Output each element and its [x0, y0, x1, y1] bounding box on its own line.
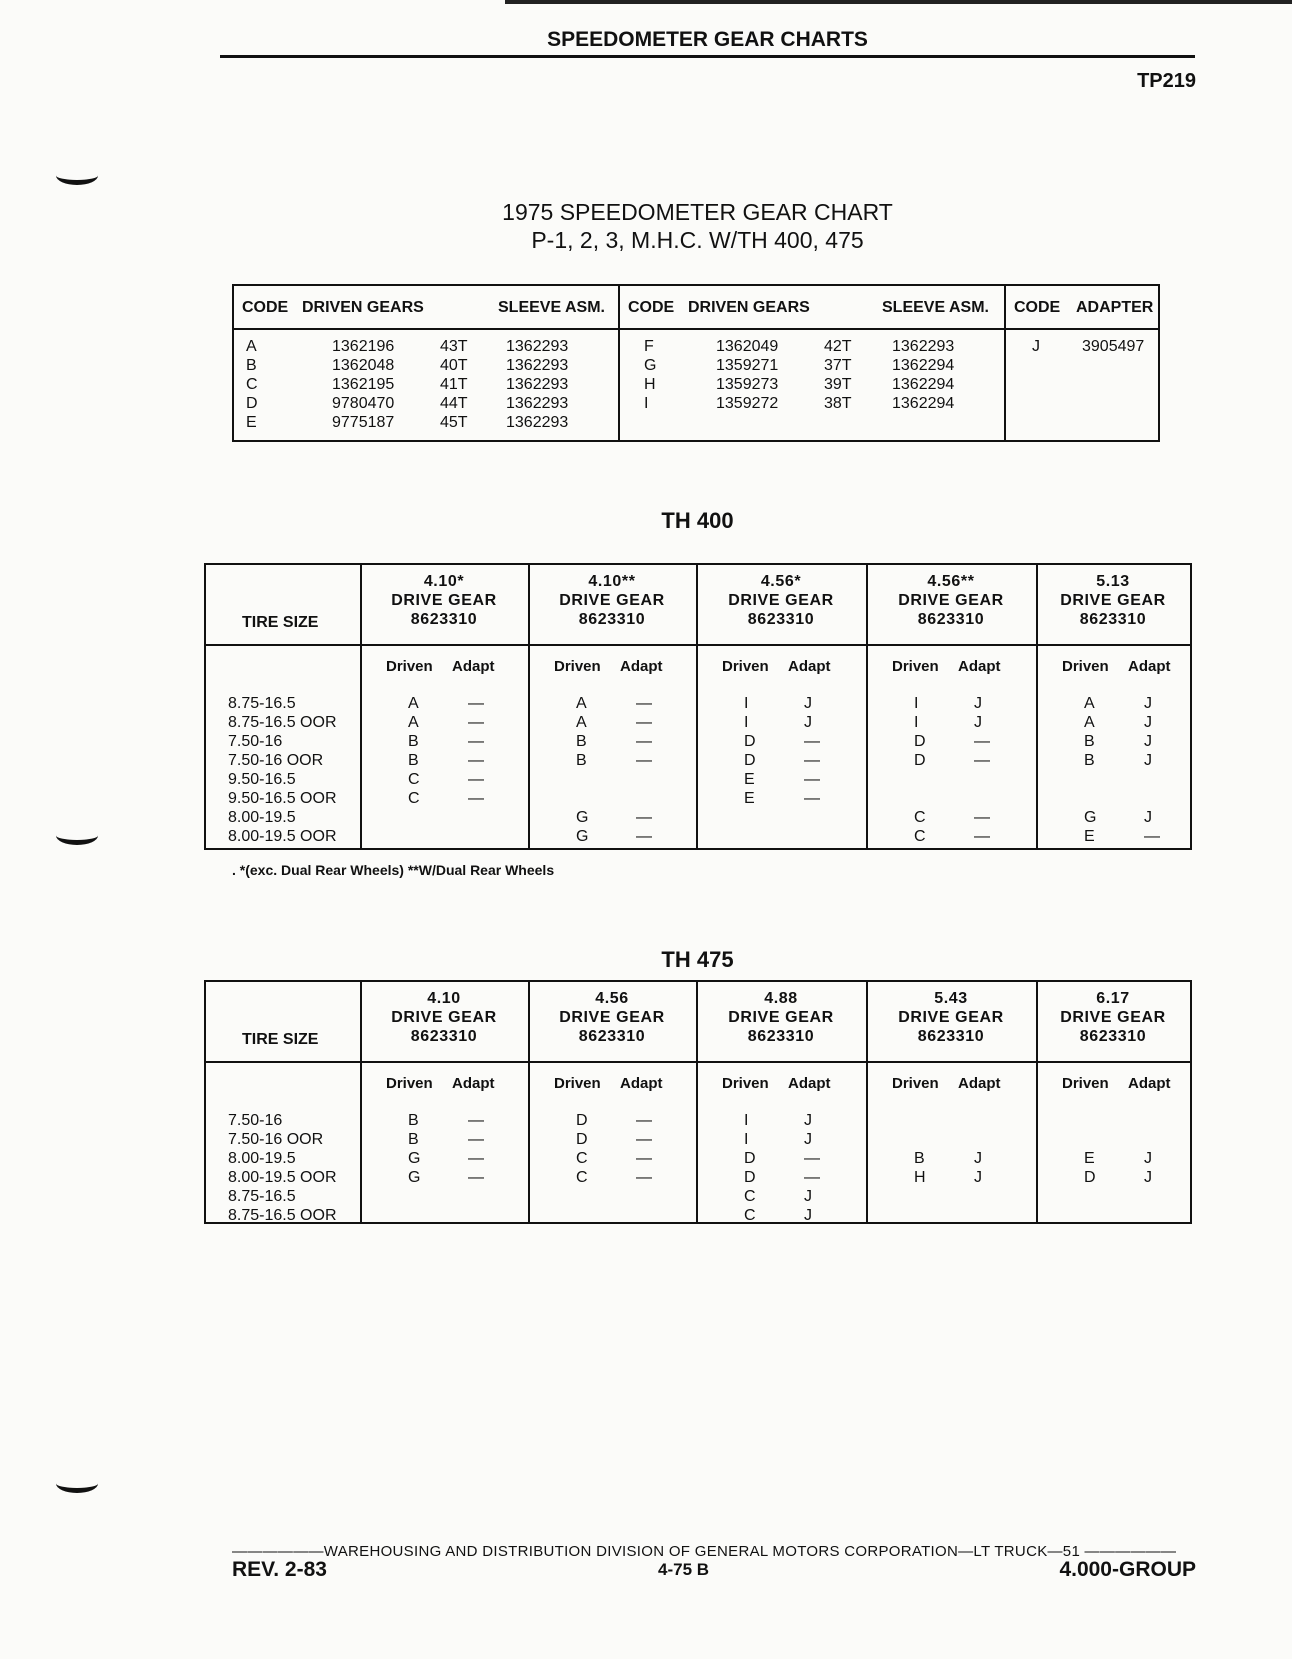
adapt-code: — — [468, 695, 484, 712]
adapter-code: J — [1032, 338, 1040, 355]
adapt-code: — — [974, 752, 990, 769]
header-rule — [206, 1061, 1190, 1063]
driven-code: C — [744, 1207, 756, 1224]
driven-code: I — [744, 714, 749, 731]
binder-hole-mark — [56, 166, 98, 185]
adapt-code: — — [804, 733, 820, 750]
adapt-code: — — [468, 733, 484, 750]
driven-code: E — [744, 771, 755, 788]
header-code: CODE — [242, 299, 289, 316]
driven-subheader: Driven — [554, 658, 601, 675]
driven-code: A — [408, 714, 419, 731]
adapt-code: — — [468, 790, 484, 807]
adapt-subheader: Adapt — [1128, 658, 1171, 675]
chart-title-line1: 1975 SPEEDOMETER GEAR CHART — [502, 199, 893, 225]
driven-gear-part: 9775187 — [332, 414, 395, 431]
footnote: . *(exc. Dual Rear Wheels) **W/Dual Rear Wheels — [232, 862, 555, 878]
drive-gear-ratio: 4.10 — [427, 990, 461, 1007]
drive-gear-part: 8623310 — [747, 1028, 815, 1045]
tire-size: 8.75-16.5 OOR — [228, 714, 337, 731]
adapt-code: — — [636, 733, 652, 750]
drive-gear-drive: DRIVE GEAR — [391, 1009, 497, 1026]
driven-code: G — [1084, 809, 1097, 826]
drive-gear-part: 8623310 — [1079, 1028, 1147, 1045]
adapt-code: J — [1144, 1150, 1152, 1167]
adapt-code: — — [636, 1150, 652, 1167]
drive-gear-ratio: 4.10* — [423, 573, 465, 590]
sleeve-part: 1362293 — [506, 414, 569, 431]
tire-size: 8.00-19.5 — [228, 1150, 296, 1167]
tire-size: 8.75-16.5 — [228, 1188, 296, 1205]
driven-code: E — [1084, 1150, 1095, 1167]
tire-size: 7.50-16 OOR — [228, 1131, 324, 1148]
adapt-subheader: Adapt — [452, 1075, 495, 1092]
driven-code: H — [914, 1169, 926, 1186]
adapt-code: — — [1144, 828, 1160, 845]
adapt-code: — — [636, 1169, 652, 1186]
gear-teeth: 45T — [440, 414, 468, 431]
driven-gear-part: 1359273 — [716, 376, 779, 393]
drive-gear-part: 8623310 — [917, 611, 985, 628]
driven-code: C — [744, 1188, 756, 1205]
adapt-code: J — [974, 1169, 982, 1186]
driven-code: I — [744, 1112, 749, 1129]
drive-gear-part: 8623310 — [1079, 611, 1147, 628]
driven-code: C — [914, 809, 926, 826]
header-sleeve: SLEEVE ASM. — [498, 299, 605, 316]
adapt-code: J — [804, 714, 812, 731]
tire-size: 7.50-16 — [228, 1112, 283, 1129]
adapt-code: — — [804, 771, 820, 788]
driven-code: D — [1084, 1169, 1096, 1186]
tire-size: 8.00-19.5 OOR — [228, 828, 337, 845]
adapt-code: — — [468, 1150, 484, 1167]
adapt-code: — — [804, 1169, 820, 1186]
adapt-code: — — [468, 714, 484, 731]
header-driven-gears: DRIVEN GEARS — [302, 299, 424, 316]
drive-gear-ratio: 5.43 — [934, 990, 968, 1007]
driven-subheader: Driven — [554, 1075, 601, 1092]
adapt-code: — — [804, 1150, 820, 1167]
driven-code: B — [408, 752, 419, 769]
drive-gear-part: 8623310 — [410, 611, 478, 628]
adapt-code: J — [974, 1150, 982, 1167]
page-code: TP219 — [1137, 70, 1196, 92]
sleeve-part: 1362293 — [506, 376, 569, 393]
adapt-code: — — [974, 733, 990, 750]
gear-code: C — [246, 376, 258, 393]
adapt-subheader: Adapt — [1128, 1075, 1171, 1092]
adapt-code: J — [1144, 695, 1152, 712]
adapt-code: — — [636, 752, 652, 769]
adapt-code: — — [636, 809, 652, 826]
drive-gear-ratio: 4.88 — [764, 990, 798, 1007]
tire-size: 8.75-16.5 — [228, 695, 296, 712]
drive-gear-ratio: 5.13 — [1096, 573, 1130, 590]
gear-code: A — [246, 338, 257, 355]
gear-code: H — [644, 376, 656, 393]
driven-gear-part: 1359272 — [716, 395, 779, 412]
code-table-header-rule — [234, 328, 1158, 330]
footer-page-number: 4-75 B — [658, 1560, 710, 1579]
th400-table — [204, 563, 1192, 850]
driven-code: D — [744, 733, 756, 750]
drive-gear-drive: DRIVE GEAR — [1060, 1009, 1166, 1026]
footer-division-line: ——————WAREHOUSING AND DISTRIBUTION DIVISION OF GENERAL MOTORS CORPORATION—LT TRUCK—51 —————— — [232, 1543, 1177, 1560]
adapt-code: J — [1144, 752, 1152, 769]
adapt-subheader: Adapt — [958, 1075, 1001, 1092]
adapt-code: J — [1144, 733, 1152, 750]
driven-code: D — [914, 752, 926, 769]
adapt-code: — — [974, 828, 990, 845]
gear-teeth: 43T — [440, 338, 468, 355]
driven-subheader: Driven — [722, 1075, 769, 1092]
driven-code: G — [576, 828, 589, 845]
binder-hole-mark — [56, 1474, 98, 1493]
header-adapter: ADAPTER — [1076, 299, 1154, 316]
adapt-code: J — [804, 1112, 812, 1129]
driven-code: D — [576, 1131, 588, 1148]
driven-code: B — [576, 733, 587, 750]
driven-subheader: Driven — [892, 1075, 939, 1092]
gear-teeth: 37T — [824, 357, 852, 374]
adapt-code: J — [804, 695, 812, 712]
gear-teeth: 38T — [824, 395, 852, 412]
adapter-part: 3905497 — [1082, 338, 1145, 355]
sleeve-part: 1362294 — [892, 376, 955, 393]
code-table — [232, 284, 1160, 442]
driven-code: G — [408, 1169, 421, 1186]
driven-code: I — [914, 695, 919, 712]
tire-size: 8.00-19.5 — [228, 809, 296, 826]
driven-gear-part: 1359271 — [716, 357, 779, 374]
adapt-code: — — [974, 809, 990, 826]
binder-hole-mark — [56, 826, 98, 845]
gear-code: E — [246, 414, 257, 431]
drive-gear-drive: DRIVE GEAR — [898, 1009, 1004, 1026]
drive-gear-ratio: 4.56* — [760, 573, 802, 590]
driven-code: B — [408, 1131, 419, 1148]
drive-gear-part: 8623310 — [578, 1028, 646, 1045]
adapt-code: — — [468, 1112, 484, 1129]
sleeve-part: 1362293 — [506, 338, 569, 355]
driven-code: A — [1084, 714, 1095, 731]
adapt-subheader: Adapt — [788, 1075, 831, 1092]
driven-code: C — [914, 828, 926, 845]
footer-revision: REV. 2-83 — [232, 1558, 327, 1581]
driven-code: I — [744, 695, 749, 712]
gear-teeth: 44T — [440, 395, 468, 412]
driven-code: D — [744, 1150, 756, 1167]
driven-code: I — [744, 1131, 749, 1148]
driven-code: D — [914, 733, 926, 750]
adapt-subheader: Adapt — [958, 658, 1001, 675]
driven-code: C — [576, 1169, 588, 1186]
sleeve-part: 1362294 — [892, 357, 955, 374]
drive-gear-drive: DRIVE GEAR — [1060, 592, 1166, 609]
driven-subheader: Driven — [722, 658, 769, 675]
driven-code: A — [408, 695, 419, 712]
drive-gear-drive: DRIVE GEAR — [898, 592, 1004, 609]
driven-subheader: Driven — [1062, 658, 1109, 675]
code-table-divider — [618, 286, 620, 440]
drive-gear-ratio: 4.10** — [588, 573, 636, 590]
sleeve-part: 1362293 — [506, 395, 569, 412]
gear-code: I — [644, 395, 649, 412]
adapt-code: — — [636, 695, 652, 712]
header-sleeve: SLEEVE ASM. — [882, 299, 989, 316]
driven-code: B — [408, 1112, 419, 1129]
gear-code: B — [246, 357, 257, 374]
driven-code: D — [576, 1112, 588, 1129]
driven-gear-part: 9780470 — [332, 395, 395, 412]
driven-code: B — [408, 733, 419, 750]
sleeve-part: 1362293 — [506, 357, 569, 374]
adapt-code: J — [1144, 809, 1152, 826]
tire-size: 9.50-16.5 — [228, 771, 296, 788]
driven-subheader: Driven — [1062, 1075, 1109, 1092]
driven-code: D — [744, 752, 756, 769]
gear-teeth: 41T — [440, 376, 468, 393]
adapt-subheader: Adapt — [620, 658, 663, 675]
adapt-code: — — [804, 790, 820, 807]
drive-gear-drive: DRIVE GEAR — [728, 592, 834, 609]
adapt-code: J — [974, 695, 982, 712]
drive-gear-ratio: 4.56 — [595, 990, 629, 1007]
drive-gear-drive: DRIVE GEAR — [728, 1009, 834, 1026]
adapt-subheader: Adapt — [620, 1075, 663, 1092]
gear-code: D — [246, 395, 258, 412]
adapt-code: — — [468, 771, 484, 788]
tire-size: 9.50-16.5 OOR — [228, 790, 337, 807]
driven-code: E — [1084, 828, 1095, 845]
tire-size: 8.00-19.5 OOR — [228, 1169, 337, 1186]
adapt-code: J — [804, 1188, 812, 1205]
drive-gear-drive: DRIVE GEAR — [391, 592, 497, 609]
driven-code: B — [1084, 733, 1095, 750]
tire-size-header: TIRE SIZE — [242, 614, 319, 631]
adapt-code: — — [636, 714, 652, 731]
tire-size: 7.50-16 OOR — [228, 752, 324, 769]
header-rule — [206, 644, 1190, 646]
gear-teeth: 39T — [824, 376, 852, 393]
adapt-code: J — [804, 1131, 812, 1148]
chart-title-line2: P-1, 2, 3, M.H.C. W/TH 400, 475 — [531, 227, 864, 253]
driven-code: D — [744, 1169, 756, 1186]
adapt-code: J — [974, 714, 982, 731]
driven-code: C — [408, 790, 420, 807]
driven-code: G — [576, 809, 589, 826]
footer-group: 4.000-GROUP — [1059, 1558, 1196, 1581]
driven-code: B — [914, 1150, 925, 1167]
drive-gear-drive: DRIVE GEAR — [559, 592, 665, 609]
th475-table — [204, 980, 1192, 1224]
adapt-subheader: Adapt — [452, 658, 495, 675]
adapt-code: — — [636, 828, 652, 845]
driven-subheader: Driven — [892, 658, 939, 675]
th400-title: TH 400 — [661, 508, 734, 533]
driven-code: C — [576, 1150, 588, 1167]
adapt-code: J — [1144, 1169, 1152, 1186]
tire-size-header: TIRE SIZE — [242, 1031, 319, 1048]
driven-gear-part: 1362195 — [332, 376, 395, 393]
adapt-code: — — [804, 752, 820, 769]
driven-gear-part: 1362049 — [716, 338, 779, 355]
driven-subheader: Driven — [386, 658, 433, 675]
gear-code: F — [644, 338, 654, 355]
tire-size: 8.75-16.5 OOR — [228, 1207, 337, 1224]
gear-teeth: 40T — [440, 357, 468, 374]
driven-subheader: Driven — [386, 1075, 433, 1092]
header-code: CODE — [628, 299, 675, 316]
driven-code: I — [914, 714, 919, 731]
adapt-code: — — [636, 1131, 652, 1148]
driven-gear-part: 1362048 — [332, 357, 395, 374]
adapt-code: J — [1144, 714, 1152, 731]
sleeve-part: 1362293 — [892, 338, 955, 355]
drive-gear-drive: DRIVE GEAR — [559, 1009, 665, 1026]
drive-gear-ratio: 6.17 — [1096, 990, 1130, 1007]
adapt-code: — — [468, 1131, 484, 1148]
adapt-subheader: Adapt — [788, 658, 831, 675]
adapt-code: — — [468, 1169, 484, 1186]
gear-teeth: 42T — [824, 338, 852, 355]
drive-gear-part: 8623310 — [747, 611, 815, 628]
driven-code: E — [744, 790, 755, 807]
drive-gear-part: 8623310 — [917, 1028, 985, 1045]
code-table-divider — [1004, 286, 1006, 440]
driven-code: A — [1084, 695, 1095, 712]
header-rule — [220, 55, 1195, 58]
driven-code: C — [408, 771, 420, 788]
page-header-title: SPEEDOMETER GEAR CHARTS — [547, 28, 868, 51]
tire-size: 7.50-16 — [228, 733, 283, 750]
header-code: CODE — [1014, 299, 1061, 316]
drive-gear-ratio: 4.56** — [927, 573, 975, 590]
driven-code: A — [576, 695, 587, 712]
driven-code: G — [408, 1150, 421, 1167]
top-edge-rule — [505, 0, 1292, 4]
adapt-code: — — [468, 752, 484, 769]
drive-gear-part: 8623310 — [410, 1028, 478, 1045]
drive-gear-part: 8623310 — [578, 611, 646, 628]
driven-code: A — [576, 714, 587, 731]
gear-code: G — [644, 357, 657, 374]
driven-gear-part: 1362196 — [332, 338, 395, 355]
driven-code: B — [1084, 752, 1095, 769]
th475-title: TH 475 — [661, 947, 734, 972]
driven-code: B — [576, 752, 587, 769]
adapt-code: — — [636, 1112, 652, 1129]
adapt-code: J — [804, 1207, 812, 1224]
header-driven-gears: DRIVEN GEARS — [688, 299, 810, 316]
sleeve-part: 1362294 — [892, 395, 955, 412]
